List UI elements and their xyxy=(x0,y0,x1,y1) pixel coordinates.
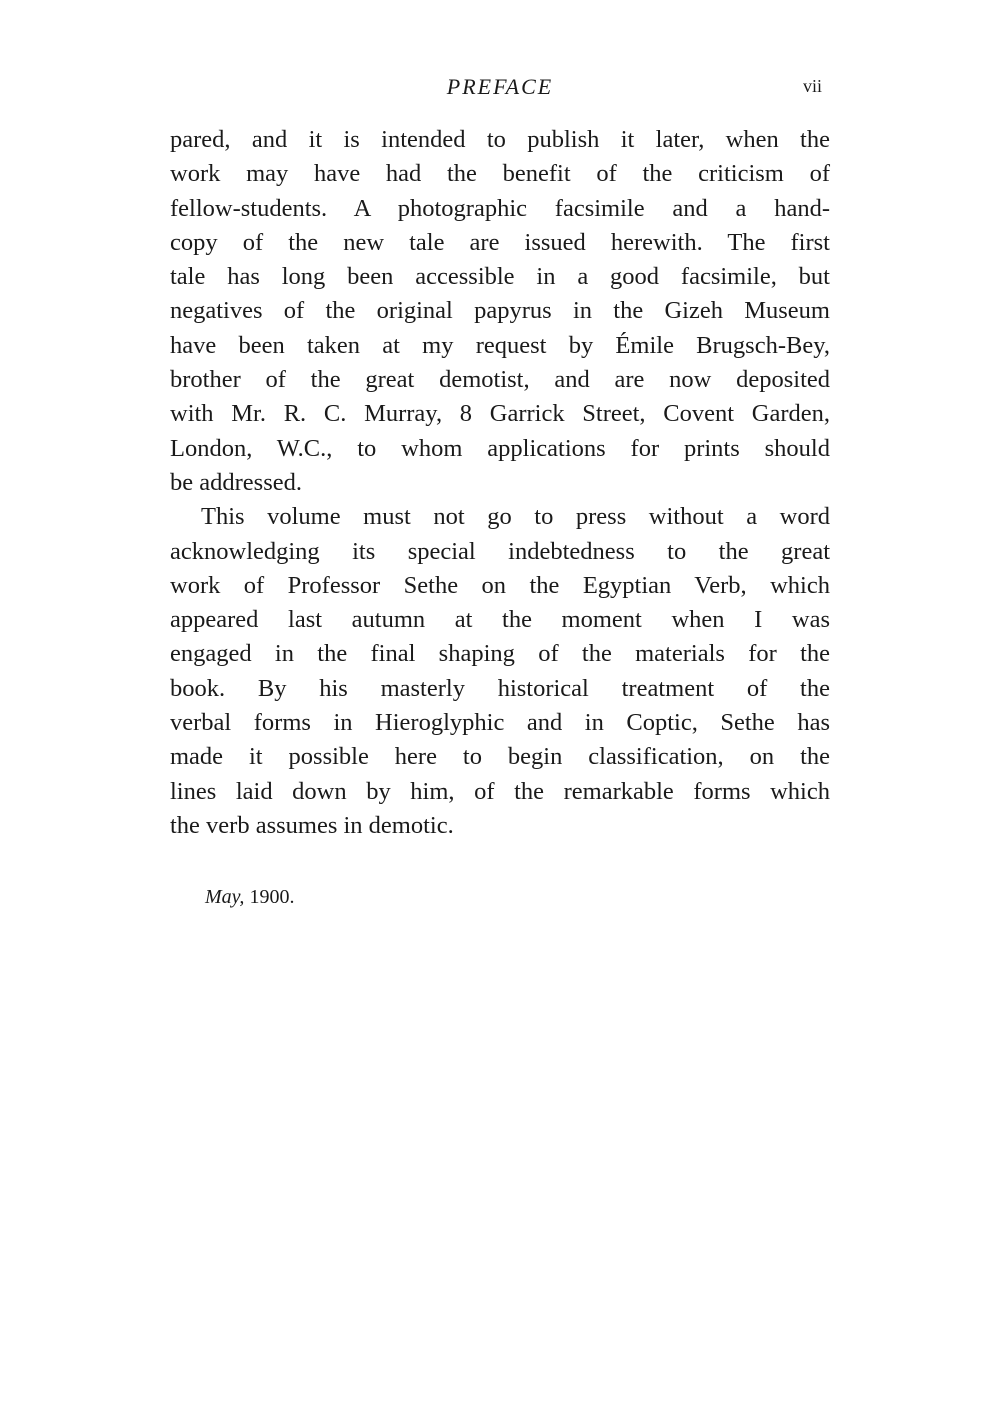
text-line: London, W.C., to whom applications for prints should xyxy=(170,434,830,462)
text-line: made it possible here to begin classification, on the xyxy=(170,743,830,771)
text-line: acknowledging its special indebtedness to the great xyxy=(170,537,830,565)
paragraph xyxy=(170,123,830,500)
date-month: May, xyxy=(205,886,245,908)
text-line: book. By his masterly historical treatment of the xyxy=(170,674,830,702)
text-line: lines laid down by him, of the remarkable forms which xyxy=(170,777,830,805)
paragraph xyxy=(170,500,830,843)
text-line: brother of the great demotist, and are now deposited xyxy=(170,366,830,394)
text-line: work of Professor Sethe on the Egyptian Verb, which xyxy=(170,571,830,599)
text-line: copy of the new tale are issued herewith. The first xyxy=(170,228,830,256)
text-line: work may have had the benefit of the criticism of xyxy=(170,160,830,188)
text-line: with Mr. R. C. Murray, 8 Garrick Street, Covent Garden, xyxy=(170,400,830,428)
text-line: This volume must not go to press without a word xyxy=(201,503,830,531)
text-line: have been taken at my request by Émile Brugsch-Bey, xyxy=(170,331,830,359)
text-line: appeared last autumn at the moment when I was xyxy=(170,606,830,634)
preface-body xyxy=(170,123,830,843)
text-line: be addressed. xyxy=(170,468,302,496)
text-line: verbal forms in Hieroglyphic and in Coptic, Sethe has xyxy=(170,709,830,737)
page-number: vii xyxy=(802,76,822,96)
text-line: tale has long been accessible in a good facsimile, but xyxy=(170,263,830,291)
date-line xyxy=(205,886,294,909)
text-line: pared, and it is intended to publish it later, when the xyxy=(170,126,830,153)
page-title: PREFACE xyxy=(446,74,554,99)
text-line: engaged in the final shaping of the materials for the xyxy=(170,640,830,668)
text-line: the verb assumes in demotic. xyxy=(170,811,454,839)
running-header xyxy=(170,74,830,108)
date-year: 1900. xyxy=(249,886,295,908)
text-line: negatives of the original papyrus in the Gizeh Museum xyxy=(170,297,830,325)
text-line: fellow-students. A photographic facsimile and a hand- xyxy=(170,194,830,222)
